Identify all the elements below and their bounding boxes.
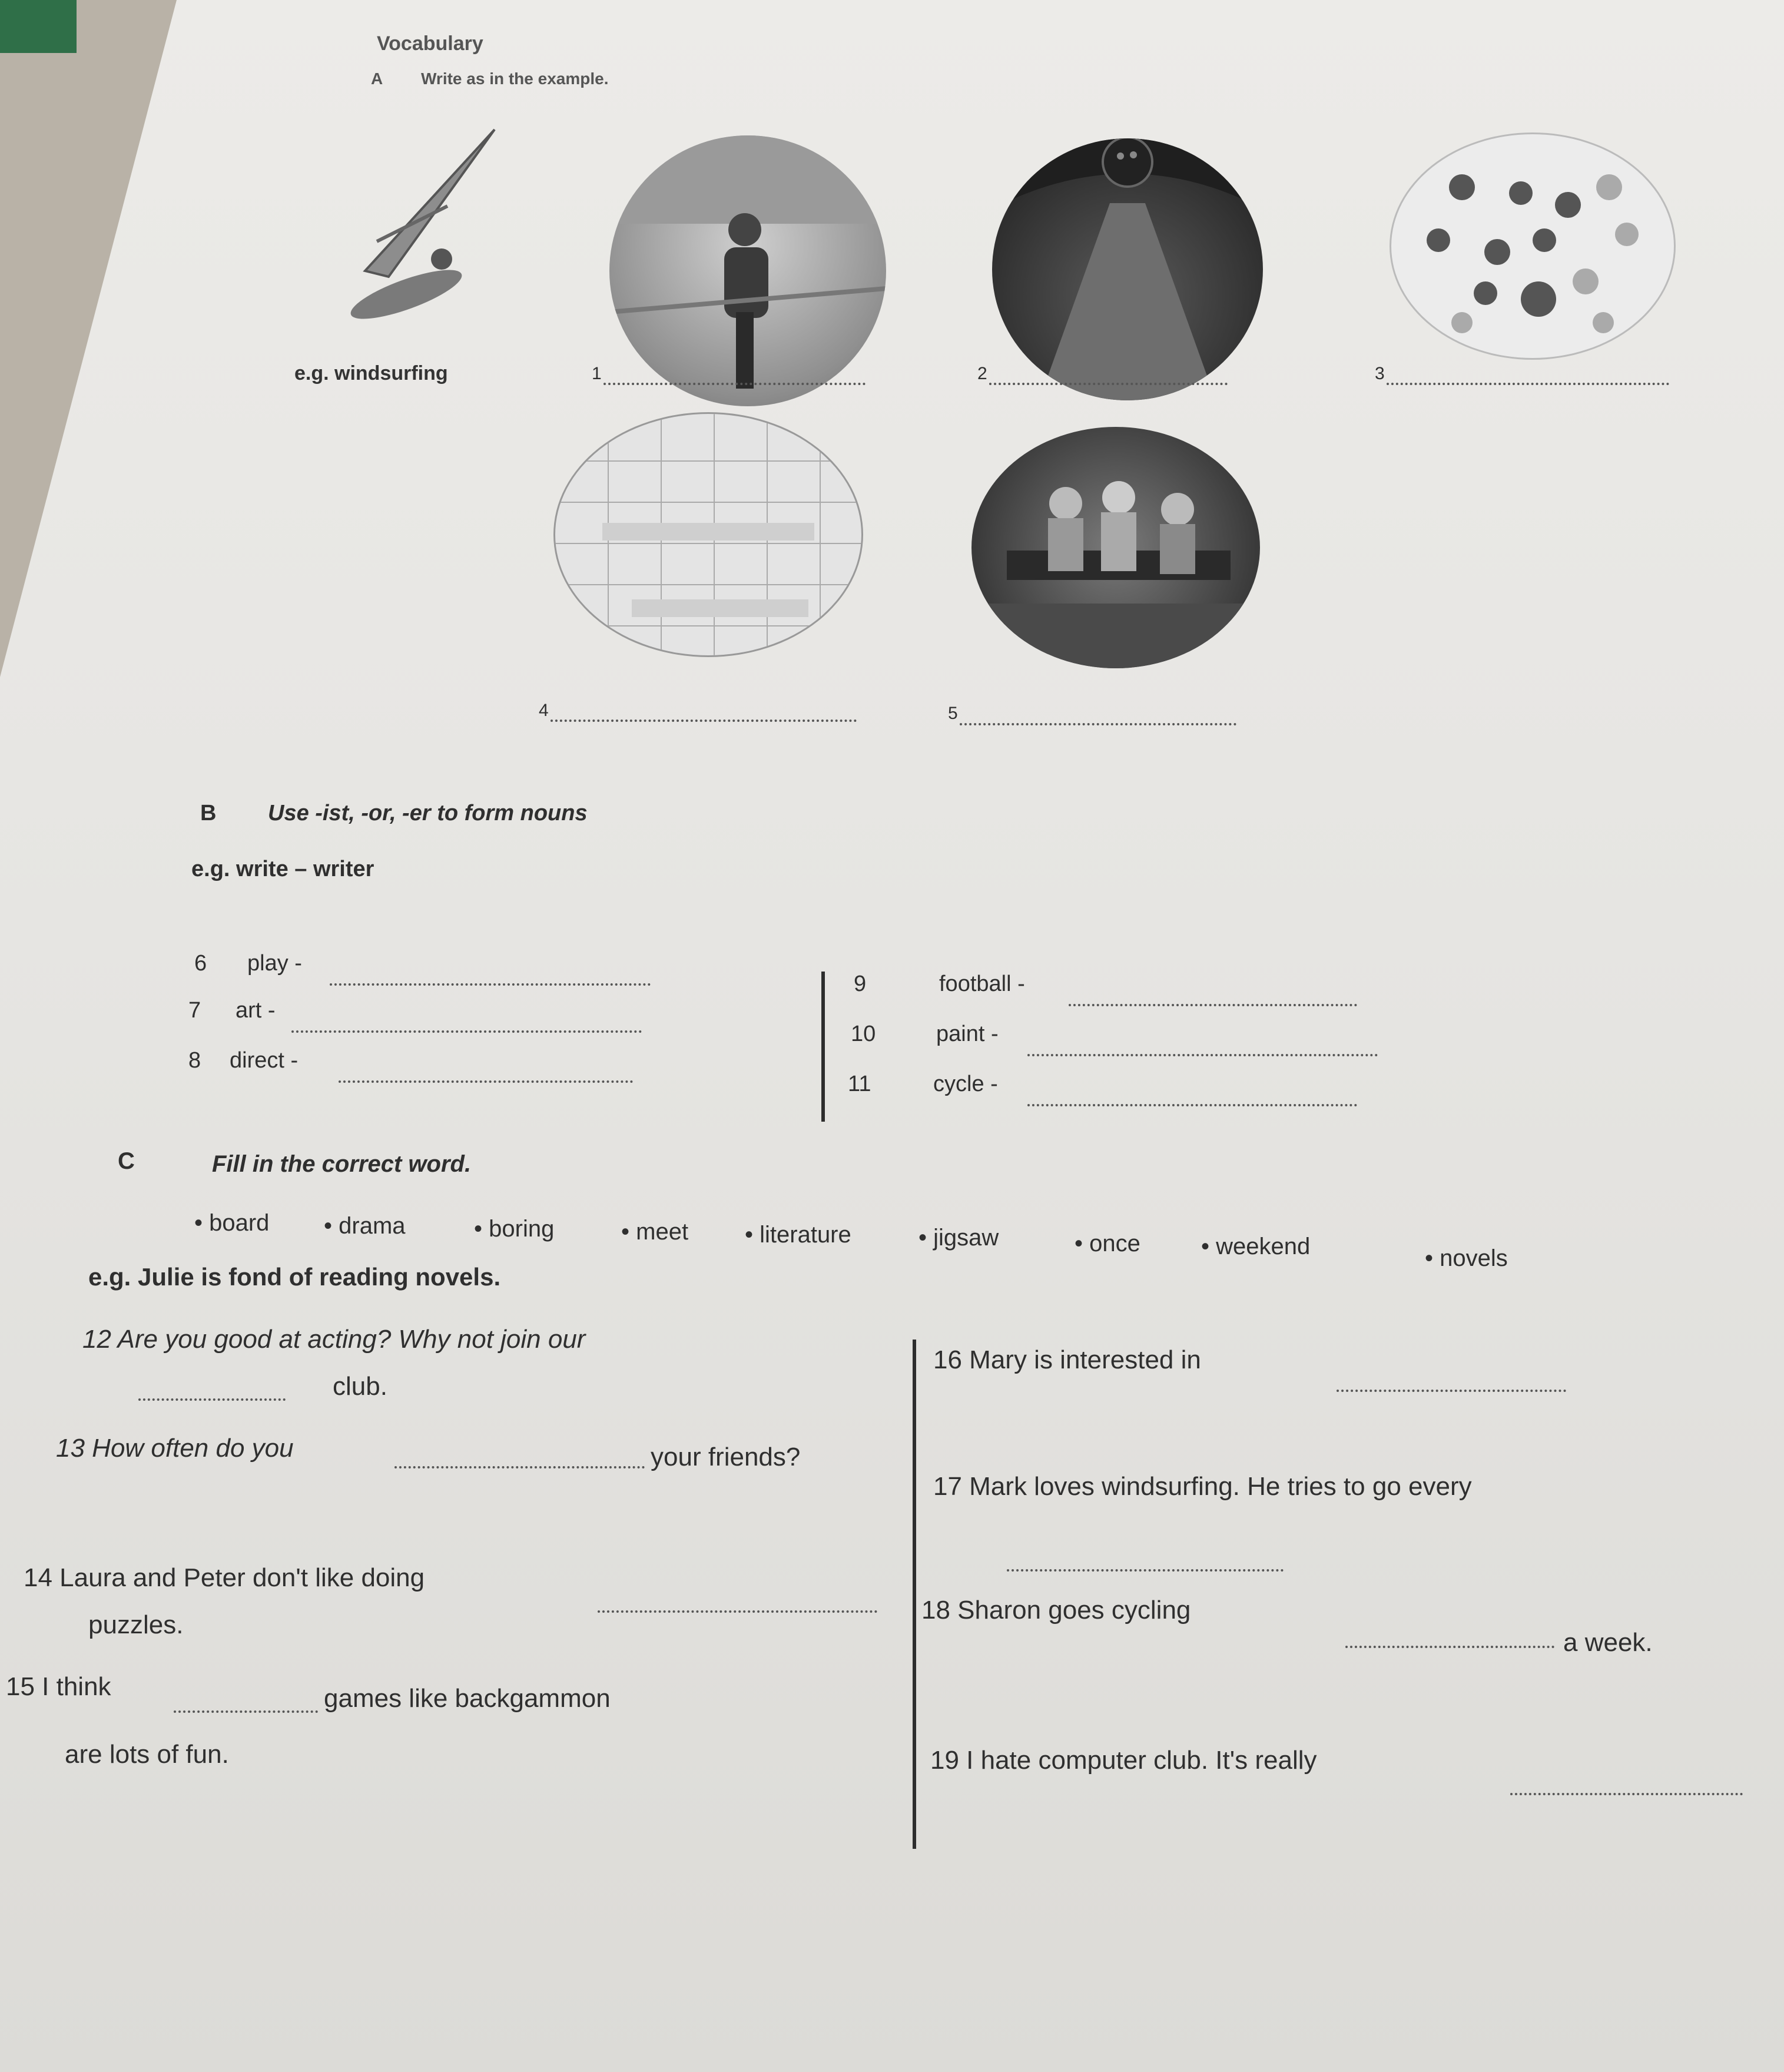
wordbank-item-weekend: • weekend: [1201, 1234, 1311, 1259]
answer-blank-5[interactable]: [960, 723, 1236, 725]
item-11-word: cycle -: [933, 1072, 998, 1096]
answer-blank-3[interactable]: [1387, 383, 1669, 385]
item-10-number: 10: [851, 1022, 876, 1046]
question-13-text-end: your friends?: [651, 1443, 801, 1471]
item-8-number: 8: [188, 1048, 201, 1073]
background-corner: [0, 0, 77, 53]
item-11-number: 11: [848, 1072, 871, 1096]
worksheet-title: Vocabulary: [377, 32, 483, 55]
question-18-text-end: a week.: [1563, 1628, 1653, 1657]
section-b-example: e.g. write – writer: [191, 857, 374, 881]
blank-label-5: 5: [948, 704, 958, 723]
question-15-blank[interactable]: [174, 1710, 318, 1713]
blank-label-2: 2: [977, 364, 987, 383]
section-b-letter: B: [200, 801, 217, 826]
question-14-text: 14 Laura and Peter don't like doing: [24, 1563, 425, 1592]
section-c-letter: C: [118, 1148, 135, 1174]
bowling-photo: [992, 138, 1263, 400]
question-19-text: 19 I hate computer club. It's really: [930, 1746, 1317, 1775]
question-12-text-end: club.: [333, 1372, 387, 1401]
section-c-instruction: Fill in the correct word.: [212, 1151, 472, 1177]
wordbank-item-meet: • meet: [621, 1219, 689, 1245]
question-16-text: 16 Mary is interested in: [933, 1345, 1201, 1374]
board-game-photo: [1390, 132, 1676, 360]
wordbank-item-literature: • literature: [745, 1222, 851, 1248]
item-8-word: direct -: [230, 1048, 299, 1073]
answer-blank-1[interactable]: [603, 383, 866, 385]
blank-label-1: 1: [592, 364, 602, 383]
wordbank-item-drama: • drama: [324, 1213, 406, 1239]
question-17-text: 17 Mark loves windsurfing. He tries to go every: [933, 1472, 1472, 1501]
question-19-blank[interactable]: [1510, 1793, 1743, 1795]
wordbank-item-once: • once: [1075, 1231, 1140, 1257]
item-7-number: 7: [188, 998, 201, 1023]
question-14-text-end: puzzles.: [88, 1610, 184, 1639]
answer-blank-2[interactable]: [989, 383, 1228, 385]
club-photo: [971, 427, 1260, 668]
question-15-text-end: are lots of fun.: [65, 1740, 229, 1769]
question-15-text: 15 I think: [6, 1672, 111, 1701]
blank-label-3: 3: [1375, 364, 1385, 383]
column-divider-b: [821, 972, 825, 1122]
question-13-blank[interactable]: [394, 1466, 645, 1468]
item-6-number: 6: [194, 951, 207, 976]
item-7-blank[interactable]: [291, 1030, 642, 1033]
question-15-text-mid: games like backgammon: [324, 1684, 611, 1713]
question-14-blank[interactable]: [598, 1610, 877, 1613]
crossword-photo: [553, 412, 863, 657]
wordbank-item-board: • board: [194, 1210, 270, 1236]
section-a-instruction: Write as in the example.: [421, 69, 609, 88]
answer-blank-4[interactable]: [551, 720, 857, 722]
section-c-example: e.g. Julie is fond of reading novels.: [88, 1263, 501, 1291]
item-8-blank[interactable]: [339, 1080, 633, 1083]
windsurfing-illustration: [341, 124, 518, 330]
section-a-letter: A: [371, 69, 383, 88]
item-6-blank[interactable]: [330, 983, 651, 986]
question-12-text: 12 Are you good at acting? Why not join our: [82, 1325, 586, 1354]
example-caption: e.g. windsurfing: [294, 362, 448, 384]
item-10-word: paint -: [936, 1022, 999, 1046]
wordbank-item-jigsaw: • jigsaw: [918, 1225, 999, 1251]
cycling-photo: [609, 135, 886, 406]
question-16-blank[interactable]: [1337, 1390, 1566, 1392]
section-b-instruction: Use -ist, -or, -er to form nouns: [268, 801, 588, 826]
question-13-text: 13 How often do you: [56, 1434, 294, 1463]
item-9-number: 9: [854, 972, 867, 996]
item-9-word: football -: [939, 972, 1025, 996]
wordbank-item-boring: • boring: [474, 1216, 555, 1242]
item-9-blank[interactable]: [1069, 1004, 1357, 1006]
blank-label-4: 4: [539, 701, 549, 720]
item-7-word: art -: [236, 998, 276, 1023]
column-divider-c: [913, 1340, 916, 1849]
question-12-blank[interactable]: [138, 1398, 286, 1401]
item-11-blank[interactable]: [1027, 1104, 1357, 1106]
question-17-blank[interactable]: [1007, 1569, 1284, 1572]
question-18-text: 18 Sharon goes cycling: [921, 1596, 1191, 1625]
item-6-word: play -: [247, 951, 302, 976]
item-10-blank[interactable]: [1027, 1054, 1378, 1056]
question-18-blank[interactable]: [1345, 1646, 1554, 1648]
wordbank-item-novels: • novels: [1425, 1245, 1508, 1271]
